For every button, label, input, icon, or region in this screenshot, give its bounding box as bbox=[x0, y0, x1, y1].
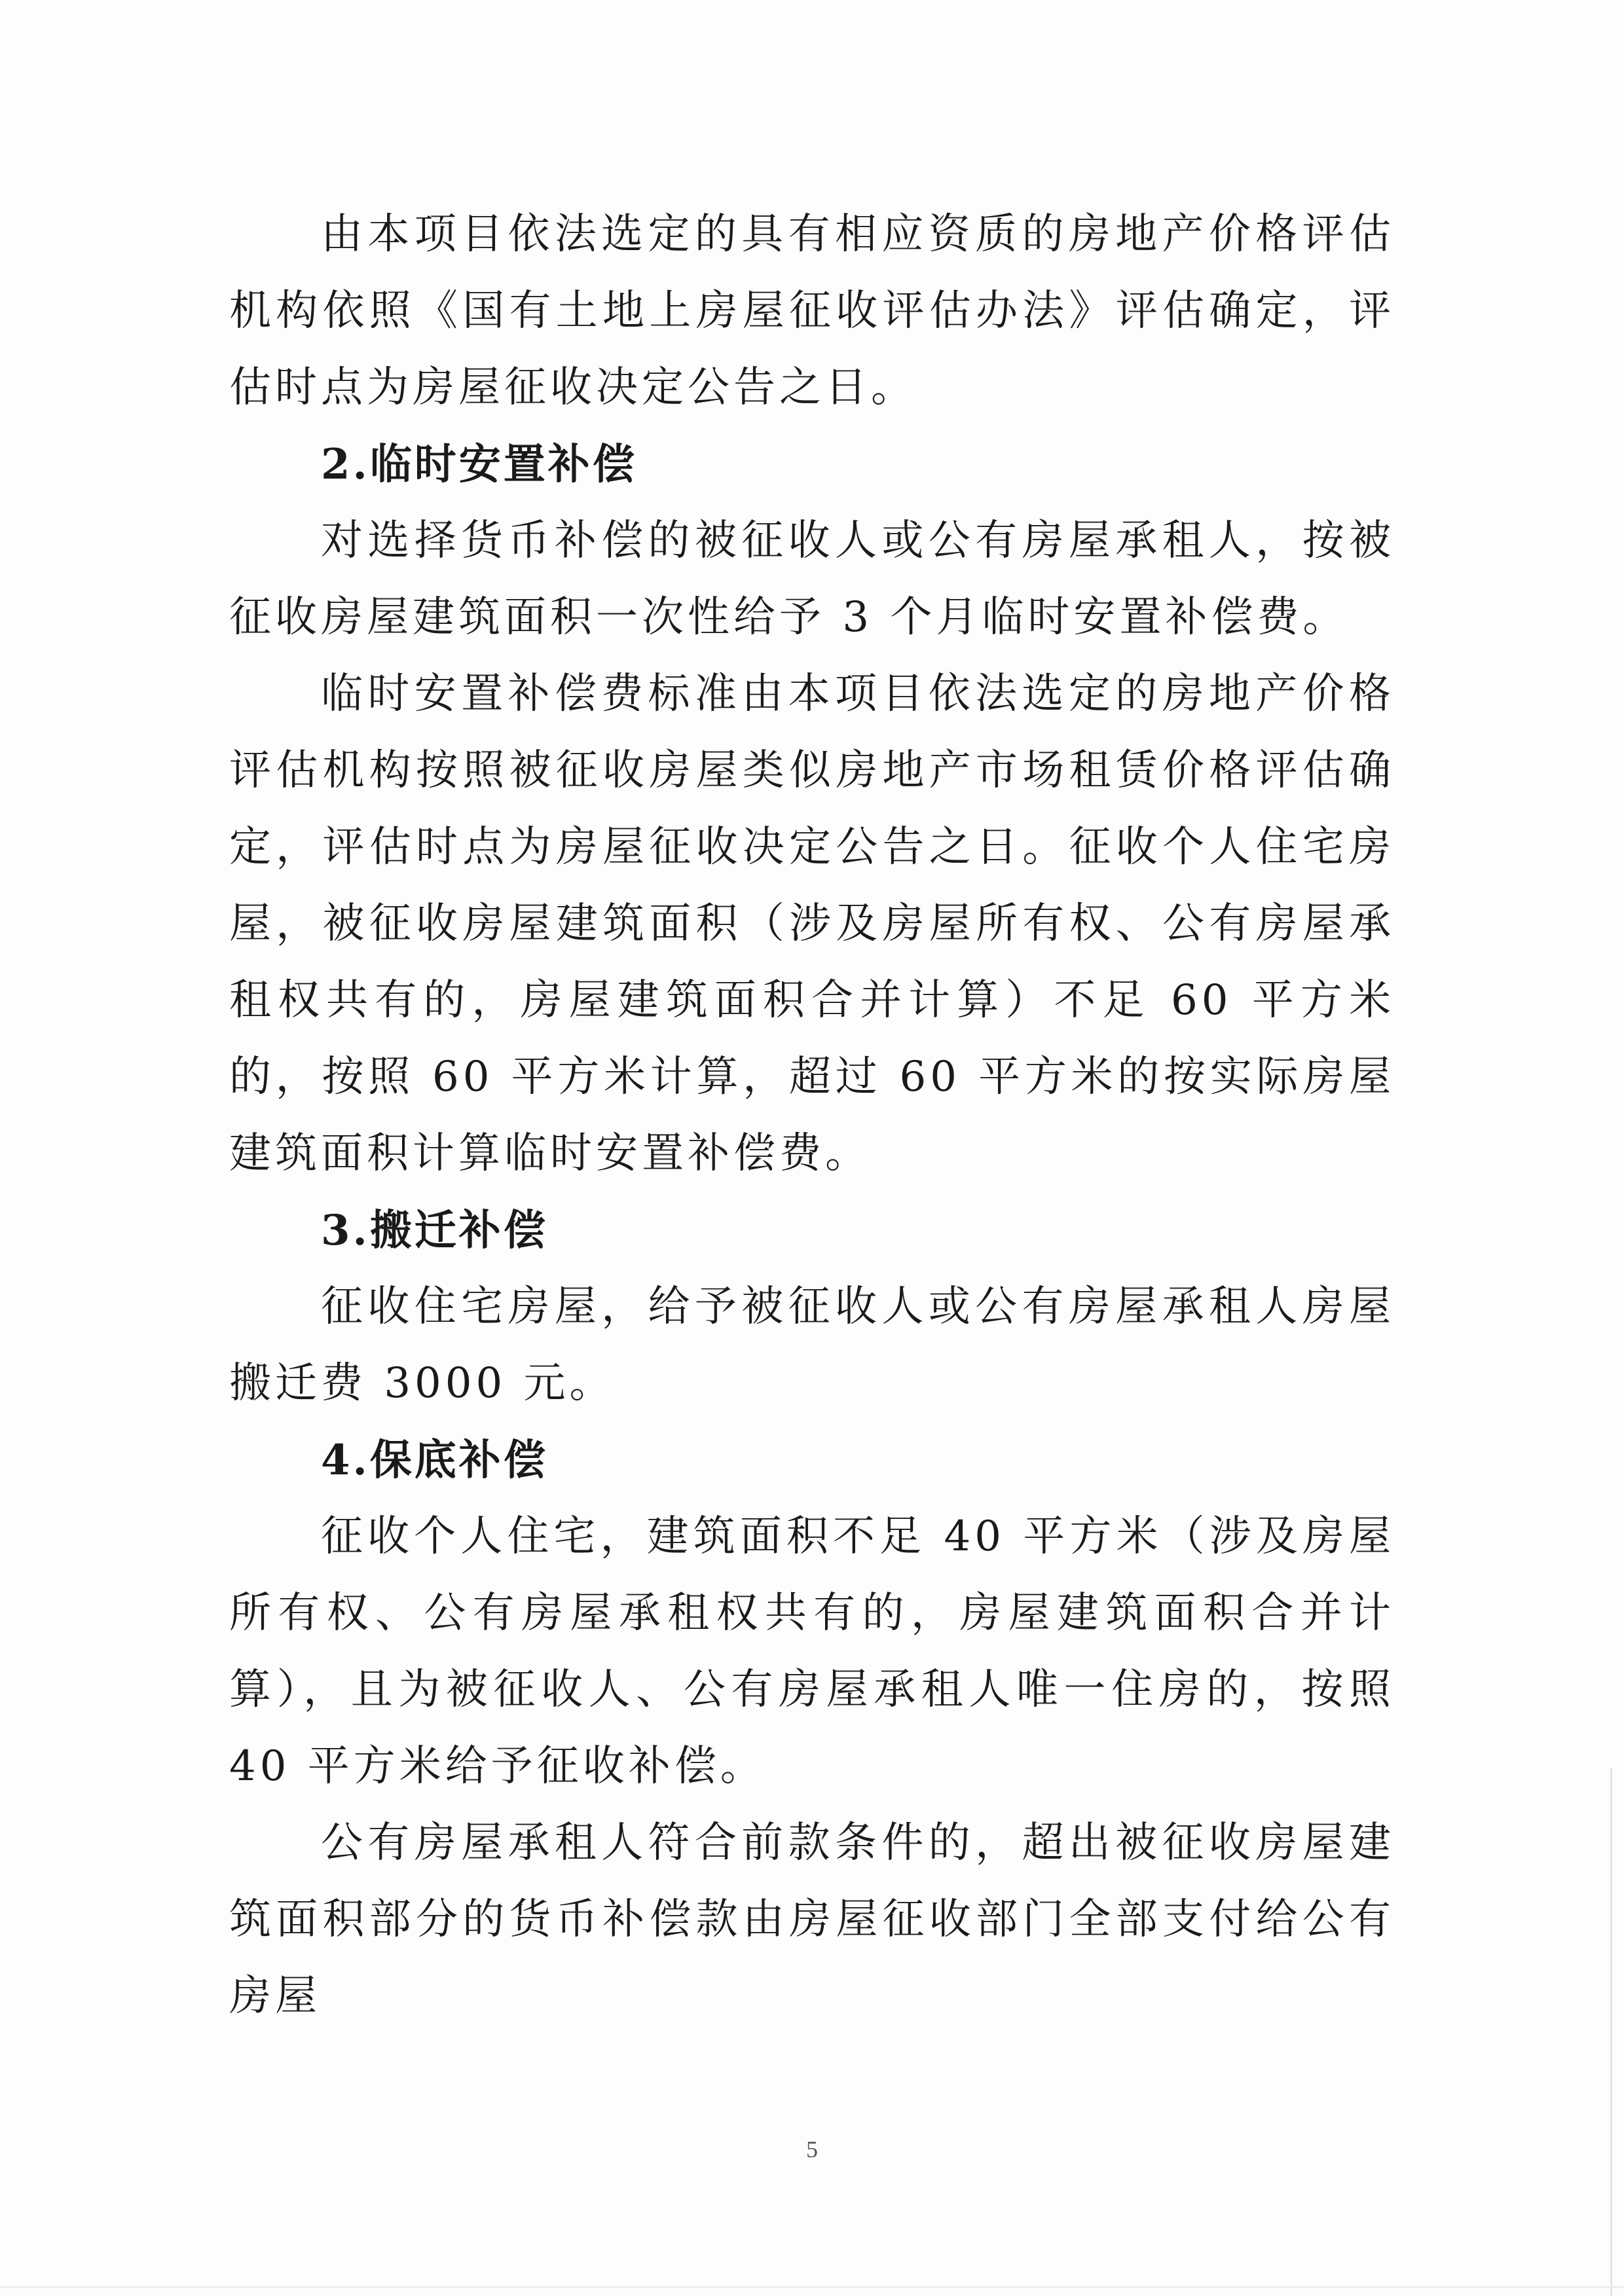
document-body bbox=[229, 196, 1395, 2035]
heading-relocation-compensation: 3.搬迁补偿 bbox=[321, 1206, 548, 1255]
paragraph-relocation-fee: 征收住宅房屋，给予被征收人或公有房屋承租人房屋搬迁费 3000 元。 bbox=[229, 1283, 1395, 1408]
page-number: 5 bbox=[806, 2136, 818, 2162]
scan-bottom-line bbox=[0, 2286, 1624, 2288]
paragraph-public-housing-tenant: 公有房屋承租人符合前款条件的，超出被征收房屋建筑面积部分的货币补偿款由房屋征收部门全部支付给公有房屋 bbox=[229, 1819, 1395, 2020]
heading-minimum-compensation: 4.保底补偿 bbox=[321, 1436, 548, 1485]
scan-edge-line bbox=[1610, 1768, 1612, 2296]
paragraph-minimum-area: 征收个人住宅，建筑面积不足 40 平方米（涉及房屋所有权、公有房屋承租权共有的，房屋建筑面积合并计算），且为被征收人、公有房屋承租人唯一住房的，按照 40 平方米给予征收补偿。 bbox=[229, 1512, 1395, 1791]
paragraph-resettlement-fee-standard: 临时安置补偿费标准由本项目依法选定的房地产价格评估机构按照被征收房屋类似房地产市场租赁价格评估确定，评估时点为房屋征收决定公告之日。征收个人住宅房屋，被征收房屋建筑面积（涉及房屋所有权、公有房屋承租权共有的，房屋建筑面积合并计算）不足 60 平方米的，按照 60 平方米计算，超过 60 平方米的按实际房屋建筑面积计算临时安置补偿费。 bbox=[229, 670, 1395, 1178]
paragraph-appraisal-basis: 由本项目依法选定的具有相应资质的房地产价格评估机构依照《国有土地上房屋征收评估办法》评估确定，评估时点为房屋征收决定公告之日。 bbox=[229, 210, 1395, 412]
heading-temporary-resettlement: 2.临时安置补偿 bbox=[321, 440, 637, 489]
paragraph-temporary-resettlement-fee: 对选择货币补偿的被征收人或公有房屋承租人，按被征收房屋建筑面积一次性给予 3 个月临时安置补偿费。 bbox=[229, 517, 1395, 642]
